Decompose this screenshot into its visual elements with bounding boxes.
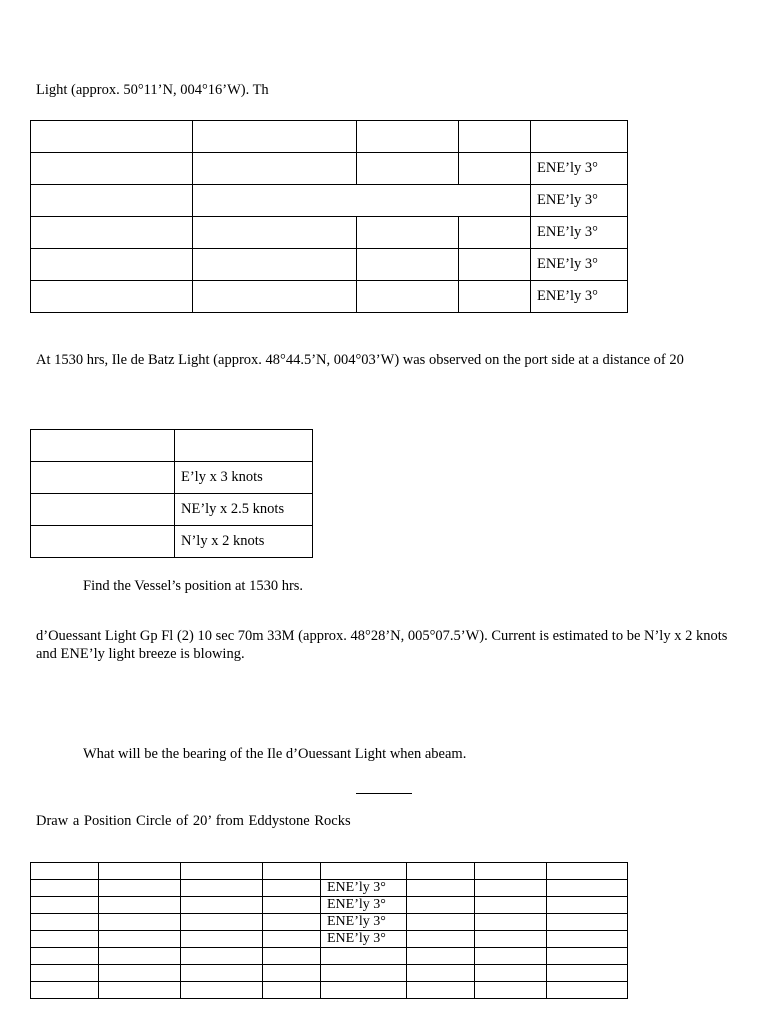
table-row — [31, 863, 628, 880]
table-row — [31, 526, 313, 558]
table-row — [31, 914, 628, 931]
table-cell: ENE’ly 3° — [321, 897, 407, 914]
table-1 — [30, 120, 628, 313]
table-cell: ENE’ly 3° — [531, 217, 628, 249]
table-row — [31, 494, 313, 526]
table-cell — [321, 982, 407, 999]
batz-paragraph: At 1530 hrs, Ile de Batz Light (approx. 48°44.5’N, 004°03’W) was observed on the port side at a distance of 20 — [36, 352, 684, 368]
table-cell — [531, 121, 628, 153]
table-row — [31, 249, 628, 281]
bearing-question: What will be the bearing of the Ile d’Ouessant Light when abeam. — [83, 746, 467, 762]
ouessant-paragraph: d’Ouessant Light Gp Fl (2) 10 sec 70m 33M (approx. 48°28’N, 005°07.5’W). Current is estimated to be N’ly x 2 knots and ENE’ly light breeze is blowing. — [36, 628, 728, 662]
table-cell: ENE’ly 3° — [321, 880, 407, 897]
table-2 — [30, 429, 313, 558]
table-cell: ENE’ly 3° — [531, 249, 628, 281]
table-cell: ENE’ly 3° — [531, 153, 628, 185]
table-3 — [30, 862, 628, 999]
table-row — [31, 931, 628, 948]
table-row — [31, 965, 628, 982]
table-row — [31, 880, 628, 897]
table-cell: ENE’ly 3° — [321, 931, 407, 948]
table-row — [31, 121, 628, 153]
divider-line — [356, 793, 412, 794]
light-approx-line: Light (approx. 50°11’N, 004°16’W). Th — [36, 82, 269, 98]
table-row — [31, 185, 628, 217]
position-circle-instruction: Draw a Position Circle of 20’ from Eddystone Rocks — [36, 813, 351, 829]
table-cell: ENE’ly 3° — [321, 914, 407, 931]
table-cell — [321, 948, 407, 965]
find-position-question: Find the Vessel’s position at 1530 hrs. — [83, 578, 304, 594]
table-row — [31, 982, 628, 999]
table-cell: ENE’ly 3° — [531, 281, 628, 313]
table-cell — [321, 965, 407, 982]
table-row — [31, 897, 628, 914]
table-cell: N’ly x 2 knots — [175, 526, 313, 558]
table-row — [31, 153, 628, 185]
table-row — [31, 948, 628, 965]
table-row — [31, 462, 313, 494]
table-row — [31, 217, 628, 249]
table-cell: NE’ly x 2.5 knots — [175, 494, 313, 526]
table-cell: ENE’ly 3° — [531, 185, 628, 217]
table-cell — [175, 430, 313, 462]
table-cell — [321, 863, 407, 880]
table-row — [31, 281, 628, 313]
table-cell: E’ly x 3 knots — [175, 462, 313, 494]
table-row — [31, 430, 313, 462]
